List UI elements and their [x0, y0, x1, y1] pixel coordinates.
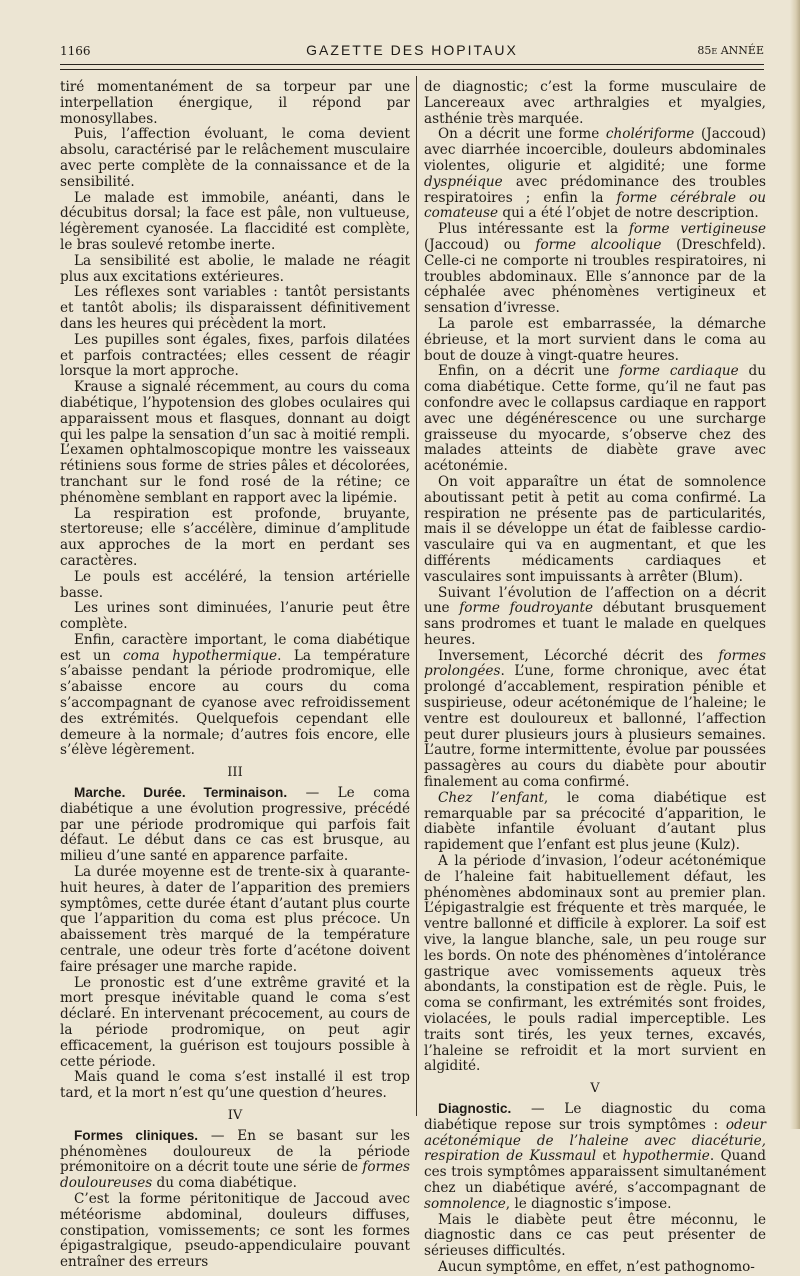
italic-term: coma hypothermique	[122, 647, 278, 664]
text-run: du coma diabétique. Cette forme, qu’il ne faut pas confondre avec le collapsus cardiaque en rapport avec une dégénérescence ou une surcharge graisseuse du myocarde, s’observe chez des malades atteints de diabète grave avec acétonémie.	[424, 363, 767, 475]
page-number: 1166	[60, 44, 91, 58]
text-run: — En se basant sur les phénomènes douloureux de la période prémonitoire on a décrit toute une série de	[60, 1127, 410, 1176]
italic-term: cholériforme	[605, 126, 695, 143]
text-run: (Jaccoud) ou	[424, 236, 536, 253]
italic-term: forme cardiaque	[619, 363, 739, 380]
section-heading: Marche. Durée. Terminaison.	[74, 785, 288, 801]
paragraph: Mais le diabète peut être méconnu, le diagnostic dans ce cas peut présenter de sérieuses difficultés.	[424, 1211, 766, 1260]
italic-term: odeur acétonémique de l’haleine avec diacéturie, respiration de Kussmaul	[424, 1116, 766, 1165]
paragraph: La durée moyenne est de trente-six à quarante-huit heures, à dater de l’apparition des premiers symptômes, cette durée étant d’autant plus courte que l’apparition du coma est plus précoce. Un abaissement très marqué de la température centrale, une odeur très forte d’acétone doivent faire présager une marche rapide.	[60, 864, 410, 975]
paragraph: La parole est embarrassée, la démarche ébrieuse, et la mort survient dans le coma au bout de douze à vingt-quatre heures.	[424, 315, 766, 364]
text-run: (Jaccoud) avec diarrhée incoercible, douleurs abdominales violentes, oligurie et algidité; une forme	[424, 126, 766, 174]
paragraph: de diagnostic; c’est la forme musculaire de Lancereaux avec arthralgies et myalgies, asthénie très marquée.	[424, 79, 766, 127]
text-run: et	[596, 1148, 623, 1165]
italic-term: forme cérébrale ou comateuse	[424, 189, 766, 222]
section-number: IV	[227, 1108, 243, 1123]
text-run: Inversement, Lécorché décrit des	[438, 647, 719, 664]
paragraph	[424, 791, 766, 854]
text-run: qui a été l’objet de notre description.	[498, 205, 759, 222]
section-heading: Formes cliniques.	[74, 1127, 199, 1143]
paragraph: Les urines sont diminuées, l’anurie peut être complète.	[60, 600, 410, 633]
paragraph: La sensibilité est abolie, le malade ne réagit plus aux excitations extérieures.	[60, 252, 410, 285]
paragraph	[60, 1128, 410, 1192]
text-run: . L’une, forme chronique, avec état prolongé d’accablement, respiration pénible et suspirieuse, odeur acétonémique de l’haleine; le ventre est douloureux et ballonné, l’affection peut durer plusieurs jours à plusieurs semaines. L’autre, forme intermittente, évolue par poussées passagères au cours du diabète pour aboutir finalement au coma confirmé.	[424, 663, 766, 791]
italic-term: forme foudroyante	[459, 600, 594, 617]
paragraph	[424, 586, 766, 649]
paragraph	[424, 222, 766, 317]
text-run: Plus intéressante est la	[438, 221, 629, 238]
paragraph: Puis, l’affection évoluant, le coma devient absolu, caractérisé par le relâchement musculaire avec perte complète de la connaissance et de la sensibilité.	[60, 126, 410, 190]
italic-term: formes douloureuses	[60, 1159, 410, 1192]
paragraph: La respiration est profonde, bruyante, stertoreuse; elle s’accélère, diminue d’amplitude aux approches de la mort en perdant ses caractères.	[60, 505, 410, 569]
text-run: . La température s’abaisse pendant la période prodromique, elle s’abaisse encore au cours du coma s’accompagnant de cyanose avec refroidissement des extrémités. Quelquefois cependant elle demeure à la normale; d’autres fois encore, elle s’élève légèrement.	[60, 647, 411, 759]
text-run: débutant brusquement sans prodromes et tuant le malade en quelques heures.	[424, 600, 766, 648]
italic-term: hypothermie	[622, 1148, 710, 1165]
paragraph	[60, 633, 410, 759]
text-run: Enfin, caractère important, le coma diabétique est un	[60, 631, 410, 664]
paragraph	[424, 649, 766, 791]
paragraph	[60, 785, 410, 865]
text-run: — Le coma diabétique a une évolution progressive, précédé par une période prodromique qui parfois fait défaut. Le début dans ce cas est brusque, au milieu d’une santé en apparence parfaite.	[60, 785, 410, 865]
paragraph: On voit apparaître un état de somnolence aboutissant petit à petit au coma confirmé. La respiration ne présente pas de particularités, mais il se développe un état de faiblesse cardio-vasculaire qui va en augmentant, et que les différents médicaments cardiaques et vasculaires sont impuissants à arrêter (Blum).	[424, 473, 766, 585]
text-run: (Dreschfeld). Celle-ci ne comporte ni troubles respiratoires, ni troubles abdominaux. Elle s’annonce par de la céphalée avec phénomènes vertigineux et sensation d’ivresse.	[424, 236, 766, 317]
paragraph: Le pronostic est d’une extrême gravité et la mort presque inévitable quand le coma s’est déclaré. En intervenant précocement, au cours de la période prodromique, on peut agir efficacement, la guérison est toujours possible à cette période.	[60, 974, 410, 1070]
running-header	[60, 40, 764, 62]
paragraph: Les réflexes sont variables : tantôt persistants et tantôt abolis; ils disparaissent définitivement dans les heures qui précèdent la mort.	[60, 284, 410, 332]
paragraph	[424, 364, 766, 475]
italic-term: formes prolongées	[424, 647, 766, 680]
text-run: On a décrit une forme	[438, 126, 606, 143]
text-run: avec prédominance des troubles respiratoires ; enfin la	[424, 173, 766, 206]
italic-term: forme alcoolique	[535, 236, 662, 253]
italic-term: dyspnéique	[424, 173, 503, 190]
text-run: . Quand ces trois symptômes apparaissent simultanément chez un diabétique avéré, s’accompagnant de	[424, 1148, 766, 1196]
year-label: 85e ANNÉE	[697, 44, 764, 57]
text-run: , le diagnostic s’impose.	[505, 1195, 672, 1212]
column-divider	[416, 76, 417, 1116]
header-rule-secondary	[60, 69, 764, 70]
text-run: Enfin, on a décrit une	[438, 363, 620, 380]
paragraph: Le malade est immobile, anéanti, dans le décubitus dorsal; la face est pâle, non vultueuse, légèrement cyanosée. La flaccidité est complète, le bras soulevé retombe inerte.	[60, 189, 410, 253]
paragraph: Les pupilles sont égales, fixes, parfois dilatées et parfois contractées; elles cessent de réagir lorsque la mort approche.	[60, 331, 410, 380]
italic-term: somnolence	[424, 1195, 506, 1212]
section-number: V	[590, 1081, 600, 1097]
text-run: , le coma diabétique est remarquable par sa précocité d’apparition, le diabète infantile évoluant d’autant plus rapidement que l’enfant est plus jeune (Kulz).	[424, 789, 766, 854]
paragraph: C’est la forme péritonitique de Jaccoud avec météorisme abdominal, douleurs diffuses, constipation, vomissements; ce sont les formes épigastralgique, pseudo-appendiculaire pouvant entraîner des erreurs	[60, 1190, 410, 1271]
paragraph: A la période d’invasion, l’odeur acétonémique de l’haleine fait habituellement défaut, les phénomènes abdominaux sont au premier plan. L’épigastralgie est fréquente et très marquée, le ventre ballonné et difficile à explorer. La soif est vive, la langue blanche, sale, un peu rouge sur les bords. On note des phénomènes d’intolérance gastrique avec vomissements aqueux très abondants, la constipation est de règle. Puis, le coma se confirmant, les extrémités sont froides, violacées, le pouls radial imperceptible. Les traits sont tirés, les yeux ternes, excavés, l’haleine se refroidit et la mort survient en algidité.	[424, 853, 766, 1075]
italic-term: forme vertigineuse	[628, 221, 766, 238]
text-run: du coma diabétique.	[152, 1175, 297, 1192]
text-run: — Le diagnostic du coma diabétique repose sur trois symptômes :	[424, 1101, 766, 1133]
paragraph: Mais quand le coma s’est installé il est trop tard, et la mort n’est qu’une question d’heures.	[60, 1069, 410, 1102]
section-number: III	[227, 765, 243, 781]
right-column	[424, 80, 766, 1276]
paragraph: tiré momentanément de sa torpeur par une interpellation énergique, il répond par monosyllabes.	[60, 79, 410, 127]
left-column	[60, 80, 410, 1271]
italic-term: Chez l’enfant	[438, 789, 544, 806]
page-edge	[790, 0, 800, 1129]
journal-title: GAZETTE DES HOPITAUX	[306, 42, 518, 58]
text-run: Suivant l’évolution de l’affection on a décrit une	[424, 584, 766, 617]
header-rule	[60, 64, 764, 65]
paragraph	[424, 1101, 766, 1213]
section-heading: Diagnostic.	[438, 1101, 512, 1116]
paragraph: Aucun symptôme, en effet, n’est pathognomo-	[438, 1258, 755, 1275]
paragraph: Krause a signalé récemment, au cours du coma diabétique, l’hypotension des globes oculaires qui apparaissent mous et flasques, donnant au doigt qui les palpe la sensation d’un sac à moitié rempli. L’examen ophtalmoscopique montre les vaisseaux rétiniens sous forme de stries pâles et décolorées, tranchant sur le fond rosé de la rétine; ce phénomène semblant en rapport avec la lipémie.	[60, 379, 410, 506]
paragraph: Le pouls est accéléré, la tension artérielle basse.	[60, 568, 410, 601]
paragraph	[424, 127, 766, 222]
